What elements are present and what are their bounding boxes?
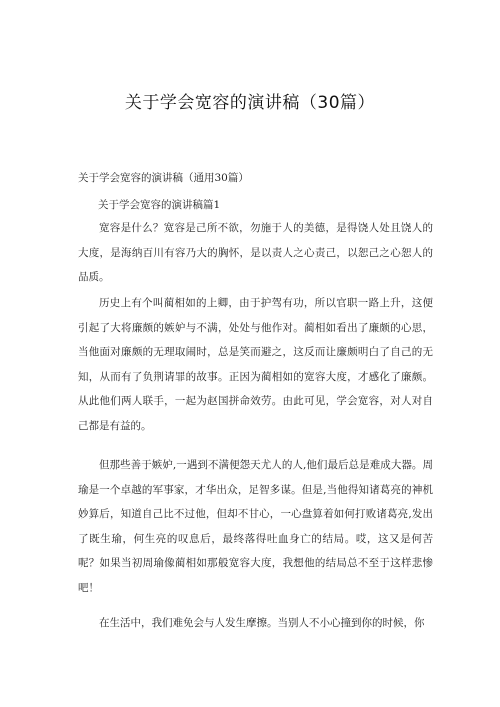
document-title: 关于学会宽容的演讲稿（30篇） [124,93,376,113]
paragraph: 但那些善于嫉妒,一遇到不满便怨天尤人的人,他们最后总是难成大器。周瑜是一个卓越的军事家，才华出众，足智多谋。但是,当他得知诸葛亮的神机妙算后，知道自己比不过他，但却不甘心，一心盘算着如何打败诸葛亮,发出了既生瑜，何生亮的叹息后，最终落得吐血身亡的结局。哎，这又是何苦呢？如果当初周瑜像蔺相如那般宽容大度，我想他的结局总不至于这样悲惨吧！ [78,459,433,594]
section-heading: 关于学会宽容的演讲稿篇1 [98,199,221,211]
paragraph: 宽容是什么？宽容是己所不欲，勿施于人的美德，是得饶人处且饶人的大度，是海纳百川有容乃大的胸怀，是以责人之心责己，以恕己之心恕人的品质。 [78,222,433,283]
paragraph: 历史上有个叫蔺相如的上卿，由于护驾有功，所以官职一路上升，这便引起了大将廉颇的嫉妒与不满，处处与他作对。蔺相如看出了廉颇的心思，当他面对廉颇的无理取闹时，总是笑而避之，这反而让廉颇明白了自己的无知，从而有了负荆请罪的故事。正因为蔺相如的宽容大度，才感化了廉颇。从此他们两人联手，一起为赵国拼命效劳。由此可见，学会宽容，对人对自己都是有益的。 [78,297,433,432]
paragraph: 在生活中，我们难免会与人发生摩擦。当别人不小心撞到你的时候，你 [99,617,425,629]
document-subtitle: 关于学会宽容的演讲稿（通用30篇） [78,172,249,184]
